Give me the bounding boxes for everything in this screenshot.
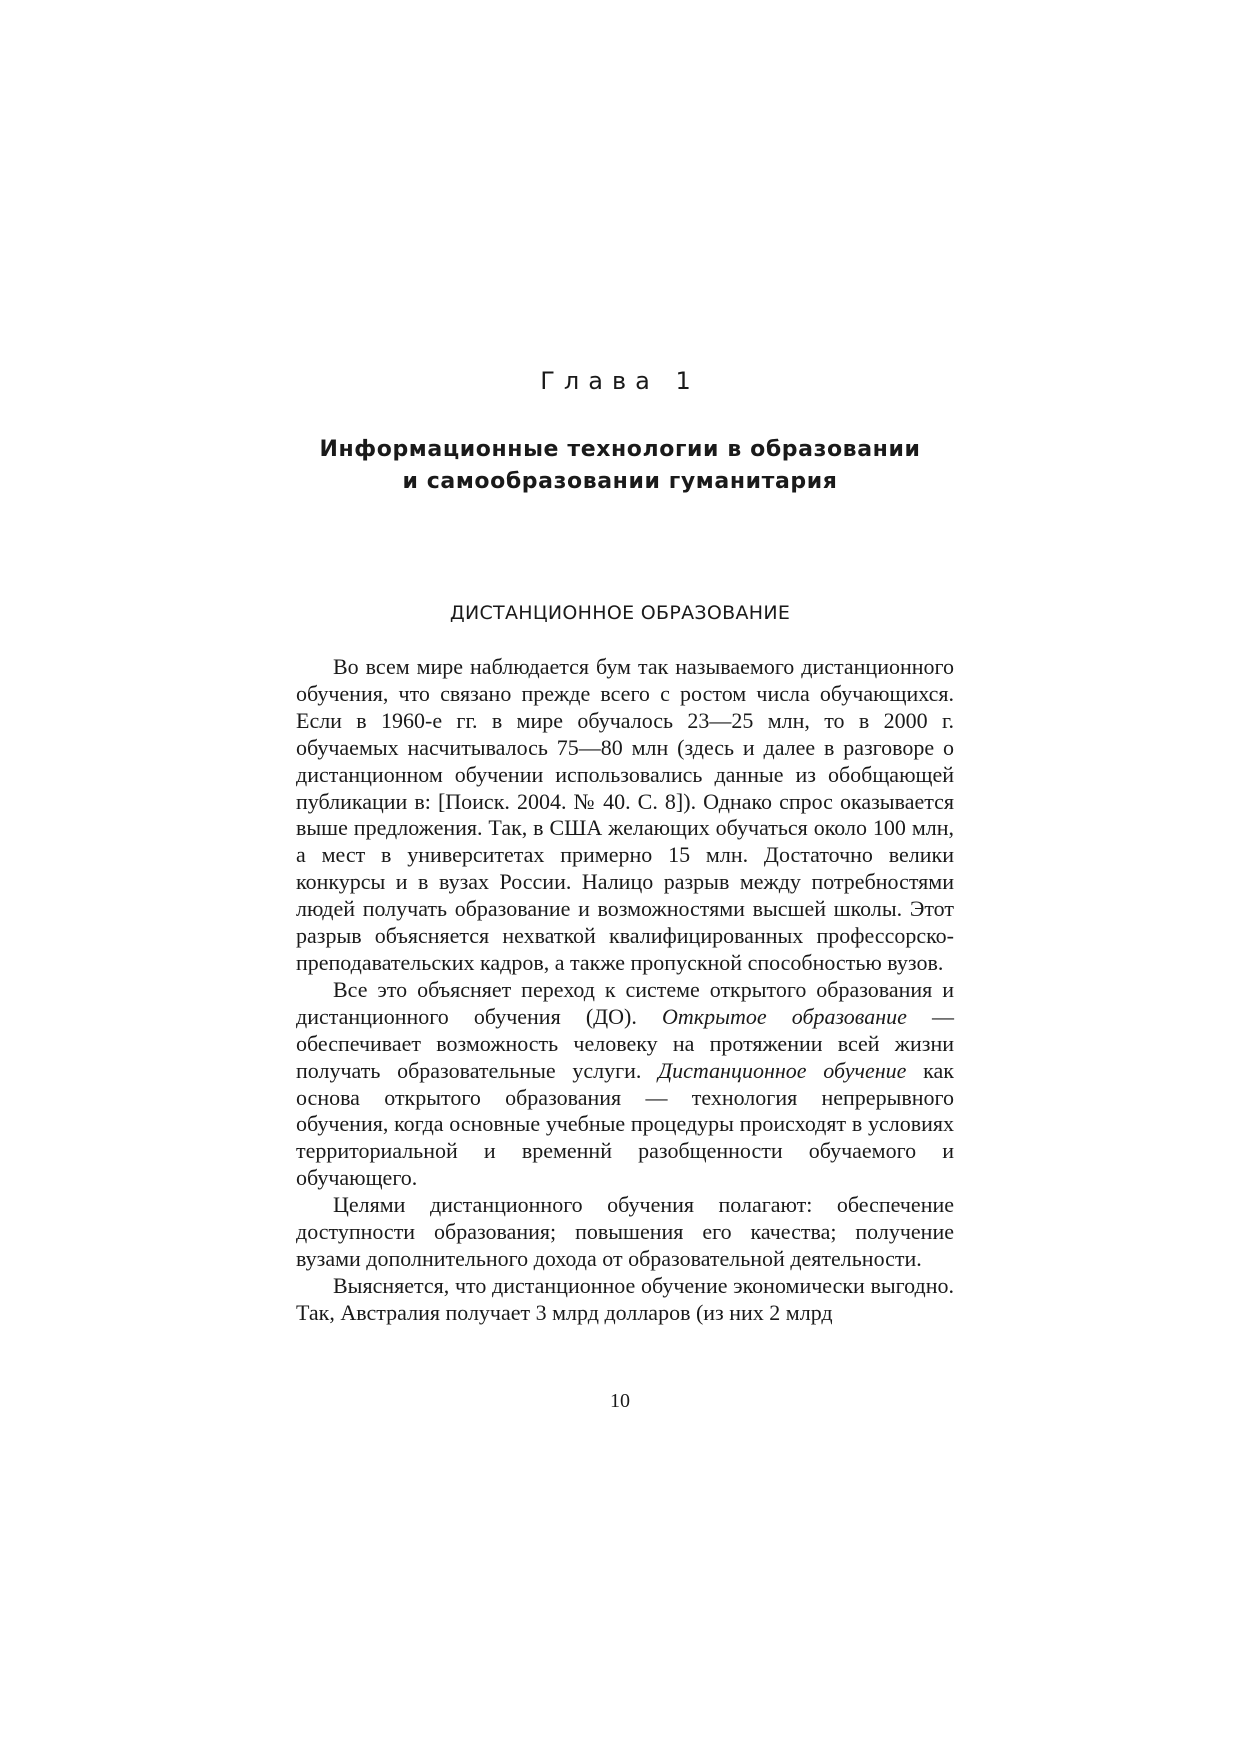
chapter-title <box>0 434 1240 498</box>
paragraph-2-text-a: Все это объясняет переход к системе открытого образования и дистанционного обучения (ДО). <box>296 976 954 1029</box>
body-text <box>296 654 954 1327</box>
page-number: 10 <box>610 1390 630 1412</box>
term-distance-learning: Дистанционное обучение <box>658 1057 907 1083</box>
chapter-title-line-2: и самообразовании гуманитария <box>402 469 838 494</box>
paragraph-4: Выясняется, что дистанционное обучение экономически выгодно. Так, Австралия получает 3 млрд долларов (из них 2 млрд <box>296 1272 954 1325</box>
section-heading: ДИСТАНЦИОННОЕ ОБРАЗОВАНИЕ <box>449 602 791 624</box>
paragraph-3: Целями дистанционного обучения полагают: обеспечение доступности образования; повышения его качества; получение вузами дополнительного дохода от образовательной деятельности. <box>296 1192 954 1271</box>
paragraph-2-text-c: как основа открытого образования — технология непрерывного обучения, когда основные учебные процедуры происходят в условиях территориальной и временнй разобщенности обучаемого и обучающего. <box>296 1057 954 1191</box>
paragraph-2-text-b: — обеспечивает возможность человеку на протяжении всей жизни получать образовательные услуги. <box>296 1003 955 1083</box>
paragraph-2 <box>296 977 954 1192</box>
chapter-title-line-1: Информационные технологии в образовании <box>319 437 921 462</box>
paragraph-1: Во всем мире наблюдается бум так называемого дистанционного обучения, что связано прежде всего с ростом числа обучающихся. Если в 1960-е гг. в мире обучалось 23—25 млн, то в 2000 г. обучаемых насчитывалось 75—80 млн (здесь и далее в разговоре о дистанционном обучении использовались данные из обобщающей публикации в: [Поиск. 2004. № 40. С. 8]). Однако спрос оказывается выше предложения. Так, в США желающих обучаться около 100 млн, а мест в университетах примерно 15 млн. Достаточно велики конкурсы и в вузах России. Налицо разрыв между потребностями людей получать образование и возможностями высшей школы. Этот разрыв объясняется нехваткой квалифицированных профессорско-преподавательских кадров, а также пропускной способностью вузов. <box>296 654 954 975</box>
term-open-education: Открытое образование <box>662 1003 907 1029</box>
chapter-label: Глава 1 <box>540 367 700 395</box>
